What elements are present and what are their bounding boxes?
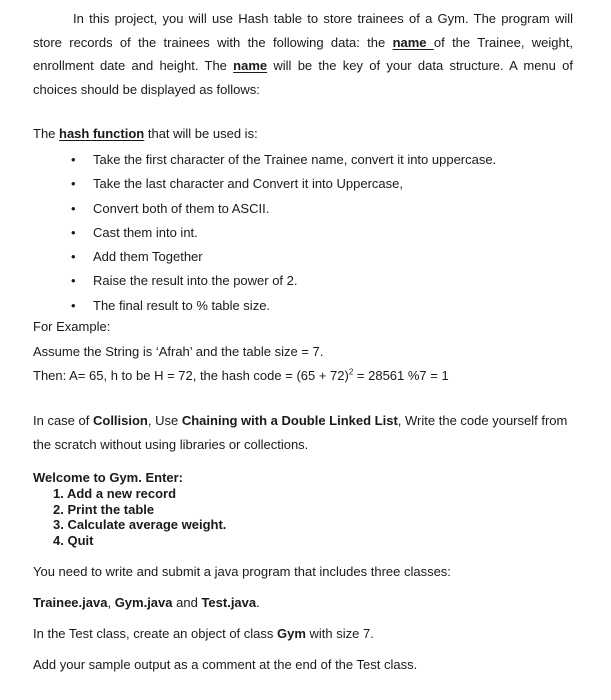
class-files: Trainee.java, Gym.java and Test.java. <box>33 595 260 610</box>
bullet-icon: • <box>71 200 76 216</box>
name-keyword: name <box>392 34 434 50</box>
list-item: • Take the first character of the Trainee name, convert it into uppercase. <box>33 148 496 172</box>
list-item: • Raise the result into the power of 2. <box>33 269 496 293</box>
menu-item: 3. Calculate average weight. <box>53 517 227 532</box>
intro-paragraph: In this project, you will use Hash table to store trainees of a Gym. The program will store records of the trainees with the following data: the name of the Trainee, weight, enrollment date and height. The name will be the key of your data structure. A menu of choices should be displayed as follows: <box>33 11 573 97</box>
menu-heading: Welcome to Gym. Enter: <box>33 470 184 485</box>
example-heading: For Example: <box>33 319 111 334</box>
bullet-icon: • <box>71 273 76 289</box>
list-item: • The final result to % table size. <box>33 294 496 318</box>
example-assume: Assume the String is ‘Afrah’ and the table size = 7. <box>33 344 324 359</box>
name-key-keyword: name <box>233 58 268 73</box>
example-then: Then: A= 65, h to be H = 72, the hash code = $(65 + 72)^2 = 28561$ %7 = 1 <box>33 367 449 383</box>
bullet-icon: • <box>71 249 76 265</box>
gym-menu <box>33 470 226 548</box>
list-item: • Take the last character and Convert it into Uppercase, <box>33 172 496 196</box>
menu-item: 1. Add a new record <box>53 486 177 501</box>
list-item: • Convert both of them to ASCII. <box>33 197 496 221</box>
hash-function-heading: The hash function that will be used is: <box>33 126 258 141</box>
bullet-icon: • <box>71 224 76 240</box>
list-item: • Add them Together <box>33 245 496 269</box>
submit-line: You need to write and submit a java program that includes three classes: <box>33 564 451 579</box>
menu-item: 2. Print the table <box>53 501 155 517</box>
test-class-line: In the Test class, create an object of class Gym with size 7. <box>33 626 374 641</box>
list-item: • Cast them into int. <box>33 221 496 245</box>
bullet-icon: • <box>71 176 76 192</box>
bullet-icon: • <box>71 297 76 313</box>
hash-function-label: hash function <box>59 126 145 141</box>
sample-output-line: Add your sample output as a comment at the end of the Test class. <box>33 657 418 672</box>
collision-paragraph: In case of Collision, Use Chaining with a Double Linked List, Write the code yourself from the scratch without using libraries or collections. <box>33 413 568 452</box>
menu-item: 4. Quit <box>53 532 94 548</box>
bullet-icon: • <box>71 152 76 167</box>
hash-steps-list <box>33 148 496 318</box>
